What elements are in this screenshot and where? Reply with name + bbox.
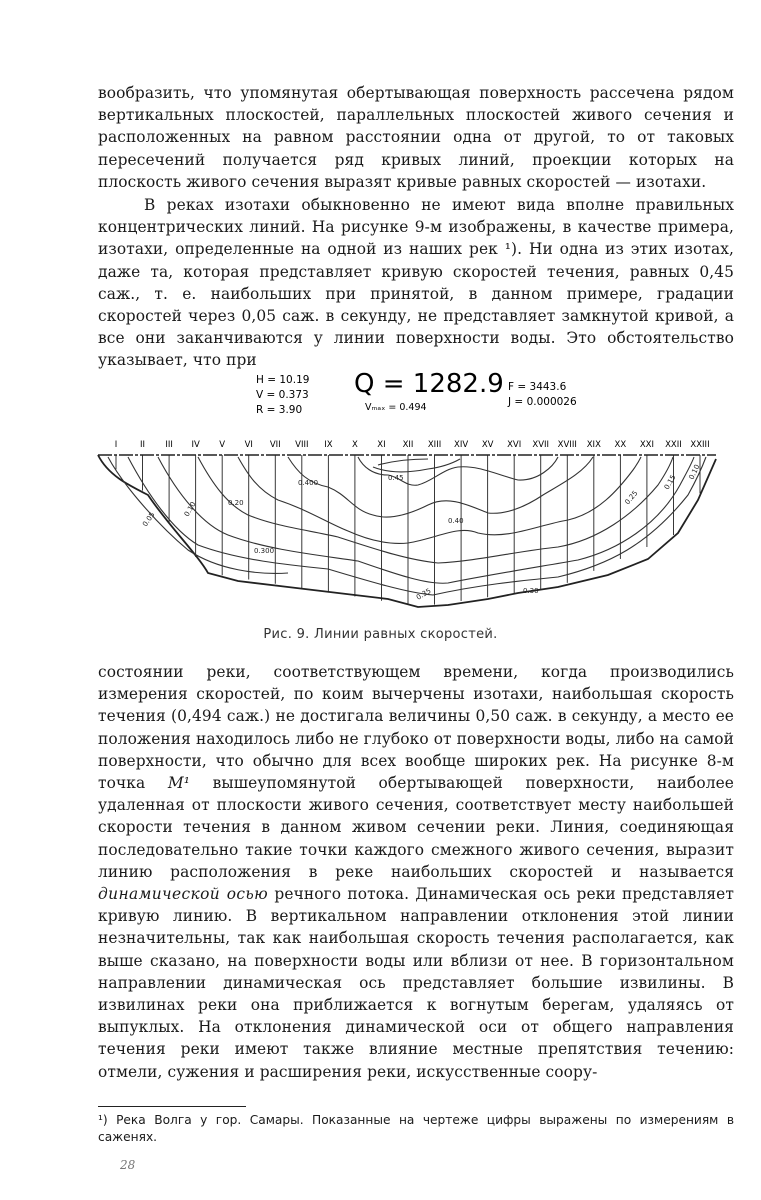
isotach-curve xyxy=(288,457,593,517)
vertical-label: VIII xyxy=(295,440,309,450)
vertical-label: XI xyxy=(377,440,386,450)
paragraph-1: вообразить, что упомянутая обертывающая поверхность рассечена рядом вертикальных плоскостей, параллельных плоскостей живого сечения и расположенных на равном расстоянии одна от другой, то от таковых пересечений получается ряд кривых линий, проекции которых на плоскость живого сечения выразят кривые равных скоростей — изотахи. xyxy=(98,84,734,191)
vertical-label: III xyxy=(165,440,173,450)
vertical-label: IX xyxy=(324,440,333,450)
figure-params-right xyxy=(507,381,577,408)
vertical-label: XIII xyxy=(427,440,442,450)
vertical-lines xyxy=(115,440,710,605)
paragraph-2-text: В реках изотахи обыкновенно не имеют вида вполне правильных концентрических линий. На рисунке 9-м изображены, в качестве примера, изотахи, определенные на одной из наших рек ¹). Ни одна из этих изотах, даже та, которая представляет кривую скоростей течения, равных 0,45 саж., т. е. наибольших при принятой, в данном примере, градации скоростей через 0,05 саж. в секунду, не представляет замкнутой кривой, а все они заканчиваются у линии поверхности воды. Это обстоятельство указывает, что при xyxy=(98,196,734,370)
isotach-curves xyxy=(108,457,706,595)
vertical-label: XV xyxy=(481,440,494,450)
page-number: 28 xyxy=(120,1158,136,1172)
isotach-label: 0.25 xyxy=(623,489,640,507)
vertical-label: XX xyxy=(614,440,627,450)
vertical-label: II xyxy=(140,440,146,450)
param-j: J = 0.000026 xyxy=(508,396,577,408)
river-bed-line xyxy=(98,455,716,607)
isotach-curve xyxy=(108,457,288,573)
isotach-curve xyxy=(158,457,694,583)
vertical-label: VI xyxy=(244,440,253,450)
paragraph-3-text-a: состоянии реки, соответствующем времени, когда производились измерения скоростей, по коим вычерчены изотахи, наибольшая скорость течения (0,494 саж.) не достигала величины 0,50 саж. в секунду, а место ее положения находилось либо не глубоко от поверхности воды, либо на самой поверхности, что обычно для всех вообще широких рек. На рисунке 8-м точка xyxy=(98,663,734,793)
vertical-label: XIV xyxy=(454,440,469,450)
isotach-curve xyxy=(373,459,460,472)
isotach-label: 0.10 xyxy=(687,463,702,481)
isotach-curve xyxy=(238,457,641,543)
isotach-label: 0.05 xyxy=(141,510,157,529)
dynamic-axis-term: динамической осью xyxy=(98,885,269,904)
vertical-label: X xyxy=(351,440,358,450)
vertical-label: XVIII xyxy=(557,440,577,450)
vertical-label: XXIII xyxy=(690,440,710,450)
isotach-label: 0.40 xyxy=(448,517,464,525)
footnote-rule xyxy=(98,1106,246,1107)
figure-caption: Рис. 9. Линии равных скоростей. xyxy=(263,627,498,642)
vertical-label: XXII xyxy=(665,440,682,450)
isotach-label: 0.35 xyxy=(415,587,433,602)
param-h: H = 10.19 xyxy=(256,374,310,386)
isotach-label: 0.300 xyxy=(254,547,275,555)
paragraph-3-text-c: речного потока. Динамическая ось реки представляет кривую линию. В вертикальном направлении отклонения этой линии незначительны, так как наибольшая скорость течения располагается, как выше сказано, на поверхности воды или вблизи от нее. В горизонтальном направлении динамическая ось представляет большие извилины. В извилинах реки она приближается к вогнутым берегам, удаляясь от выпуклых. На отклонения динамической оси от общего направления течения реки имеют также влияние местные препятствия течению: отмели, сужения и расширения реки, искусственные соору- xyxy=(98,885,734,1081)
vertical-label: I xyxy=(114,440,118,450)
param-f: F = 3443.6 xyxy=(508,381,567,393)
vertical-label: XII xyxy=(402,440,414,450)
isotach-label: 0.15 xyxy=(662,473,678,491)
footnote: ¹) Река Волга у гор. Самары. Показанные на чертеже цифры выражены по измерениям в саженях. xyxy=(98,1113,734,1144)
figure-params-left xyxy=(256,374,309,416)
isotach-label: 0.45 xyxy=(388,474,404,482)
vertical-label: XIX xyxy=(586,440,601,450)
vertical-label: XVII xyxy=(532,440,550,450)
vertical-label: IV xyxy=(191,440,200,450)
isotach-label: 0.10 xyxy=(182,500,198,518)
vertical-label: V xyxy=(219,440,226,450)
point-label: M¹ xyxy=(167,774,190,793)
vertical-label: XXI xyxy=(639,440,654,450)
vertical-label: XVI xyxy=(507,440,522,450)
isotach-label: 0.30 xyxy=(523,587,539,595)
paragraph-3 xyxy=(98,661,734,1083)
isotach-figure xyxy=(88,355,738,655)
isotach-label: 0.400 xyxy=(298,479,319,487)
param-r: R = 3.90 xyxy=(256,404,303,416)
discharge-label: Q = 1282.9 xyxy=(354,369,504,399)
param-v: V = 0.373 xyxy=(256,389,309,401)
vmax-label: Vₘₐₓ = 0.494 xyxy=(365,402,427,413)
isotach-label: 0.20 xyxy=(228,499,244,507)
vertical-label: VII xyxy=(269,440,281,450)
paragraph-2 xyxy=(98,194,734,372)
paragraph-3-text-b: вышеупомянутой обертывающей поверхности, наиболее удаленная от плоскости живого сечения, соответствует месту наибольшей скорости течения в данном живом сечении реки. Линия, соединяющая последовательно такие точки каждого смежного живого сечения, выразит линию расположения в реке наибольших скоростей и называется xyxy=(98,774,734,881)
